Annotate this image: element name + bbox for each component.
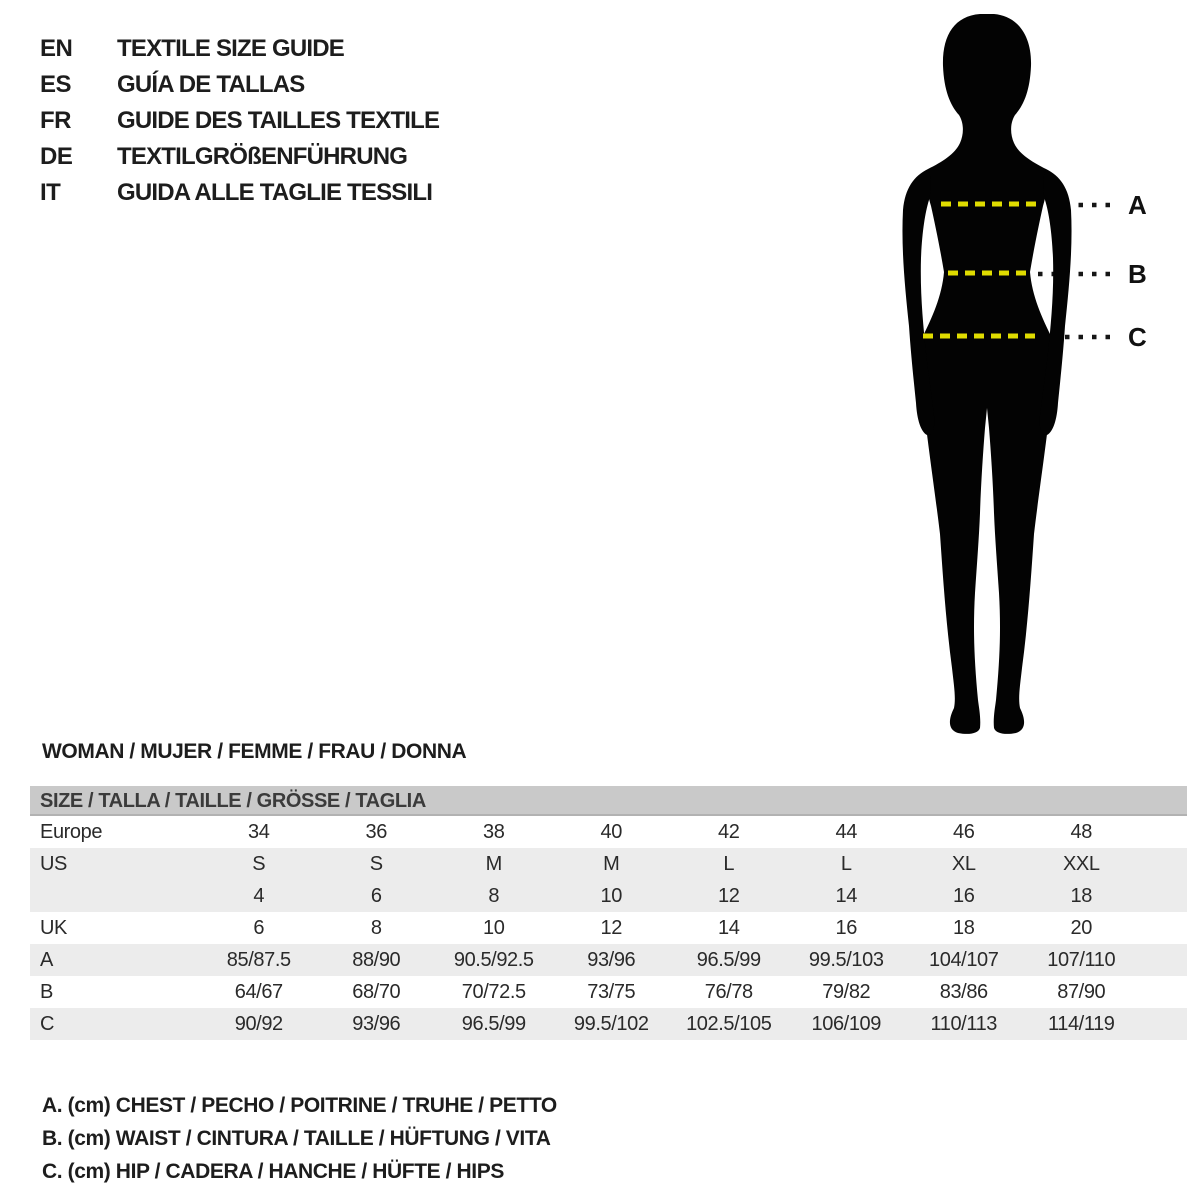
measurement-figure xyxy=(888,6,1190,740)
size-cell: M xyxy=(603,852,620,875)
size-cell: 107/110 xyxy=(1047,948,1116,971)
size-cell: 38 xyxy=(483,820,505,843)
size-cell: L xyxy=(723,852,735,875)
size-cell: 68/70 xyxy=(352,980,401,1003)
size-cell: 83/86 xyxy=(939,980,988,1003)
size-cell: 79/82 xyxy=(822,980,871,1003)
size-cell: 99.5/102 xyxy=(573,1012,649,1035)
language-row-de xyxy=(40,139,439,175)
legend-line-chest: A. (cm) CHEST / PECHO / POITRINE / TRUHE / PETTO xyxy=(42,1094,557,1117)
size-cell: 44 xyxy=(835,820,857,843)
size-cell: 93/96 xyxy=(352,1012,401,1035)
size-cell: 12 xyxy=(718,884,740,907)
size-cell: 36 xyxy=(365,820,387,843)
size-cell: 34 xyxy=(248,820,270,843)
size-cell: XXL xyxy=(1062,852,1100,875)
size-cell: 96.5/99 xyxy=(696,948,761,971)
size-cell: 110/113 xyxy=(930,1012,998,1035)
size-cell: 99.5/103 xyxy=(808,948,884,971)
size-cell: 10 xyxy=(483,916,505,939)
size-table-row-europe xyxy=(30,816,1187,848)
size-cell: 104/107 xyxy=(929,948,999,971)
size-table-row-c xyxy=(30,1008,1187,1040)
size-cell: 8 xyxy=(370,916,382,939)
language-row-fr xyxy=(40,103,439,139)
language-code: IT xyxy=(40,179,61,206)
size-cell: 93/96 xyxy=(587,948,636,971)
size-cell: 85/87.5 xyxy=(226,948,291,971)
size-cell: 4 xyxy=(253,884,265,907)
size-cell: 73/75 xyxy=(587,980,636,1003)
size-cell: 87/90 xyxy=(1057,980,1106,1003)
size-cell: S xyxy=(252,852,266,875)
size-cell: 42 xyxy=(718,820,740,843)
size-cell: 90.5/92.5 xyxy=(453,948,534,971)
size-table-row-uk xyxy=(30,912,1187,944)
size-cell: M xyxy=(485,852,502,875)
size-cell: 8 xyxy=(488,884,500,907)
marker-label-a: A xyxy=(1128,190,1147,220)
size-cell: 48 xyxy=(1070,820,1092,843)
row-label: Europe xyxy=(40,820,103,843)
legend-line-hip: C. (cm) HIP / CADERA / HANCHE / HÜFTE / HIPS xyxy=(42,1160,504,1183)
silhouette-right-arm xyxy=(1040,169,1072,435)
size-table-header: SIZE / TALLA / TAILLE / GRÖSSE / TAGLIA xyxy=(30,786,1187,816)
marker-label-c: C xyxy=(1128,322,1147,352)
size-cell: S xyxy=(369,852,383,875)
language-title: GUIDA ALLE TAGLIE TESSILI xyxy=(117,179,433,206)
size-cell: XL xyxy=(951,852,976,875)
size-table-row-us xyxy=(30,848,1187,880)
size-cell: L xyxy=(840,852,852,875)
size-cell: 16 xyxy=(953,884,975,907)
size-cell: 40 xyxy=(600,820,622,843)
size-cell: 18 xyxy=(953,916,975,939)
legend-line-waist: B. (cm) WAIST / CINTURA / TAILLE / HÜFTUNG / VITA xyxy=(42,1127,551,1150)
silhouette-left-arm xyxy=(902,169,934,435)
size-cell: 88/90 xyxy=(352,948,401,971)
size-cell: 12 xyxy=(600,916,622,939)
marker-label-b: B xyxy=(1128,259,1147,289)
size-table-rows xyxy=(30,816,1187,1040)
row-label: A xyxy=(40,948,53,971)
size-cell: 64/67 xyxy=(234,980,283,1003)
language-title: TEXTILGRÖßENFÜHRUNG xyxy=(117,143,408,170)
language-title: GUIDE DES TAILLES TEXTILE xyxy=(117,107,440,134)
row-label: C xyxy=(40,1012,55,1035)
language-row-es xyxy=(40,67,439,103)
size-cell: 6 xyxy=(370,884,382,907)
language-code: EN xyxy=(40,35,73,62)
size-cell: 76/78 xyxy=(704,980,753,1003)
size-cell: 70/72.5 xyxy=(461,980,526,1003)
size-cell: 14 xyxy=(718,916,740,939)
size-cell: 10 xyxy=(600,884,622,907)
language-code: ES xyxy=(40,71,72,98)
silhouette-body xyxy=(920,14,1054,734)
size-cell: 18 xyxy=(1070,884,1092,907)
size-cell: 6 xyxy=(253,916,265,939)
row-label: US xyxy=(40,852,67,875)
size-cell: 96.5/99 xyxy=(461,1012,526,1035)
size-cell: 90/92 xyxy=(234,1012,283,1035)
row-label: UK xyxy=(40,916,67,939)
size-cell: 20 xyxy=(1070,916,1092,939)
language-code: DE xyxy=(40,143,73,170)
size-cell: 106/109 xyxy=(811,1012,881,1035)
size-table-row-b xyxy=(30,976,1187,1008)
row-label: B xyxy=(40,980,53,1003)
size-table xyxy=(30,786,1187,1040)
language-title-list xyxy=(40,31,439,211)
size-cell: 114/119 xyxy=(1047,1012,1115,1035)
size-cell: 14 xyxy=(835,884,857,907)
language-row-it xyxy=(40,175,439,211)
language-code: FR xyxy=(40,107,71,134)
section-title-woman: WOMAN / MUJER / FEMME / FRAU / DONNA xyxy=(42,740,467,763)
size-table-row-a xyxy=(30,944,1187,976)
woman-silhouette-diagram xyxy=(888,6,1190,740)
size-cell: 16 xyxy=(835,916,857,939)
language-row-en xyxy=(40,31,439,67)
size-table-row xyxy=(30,880,1187,912)
language-title: GUÍA DE TALLAS xyxy=(117,71,305,98)
size-cell: 102.5/105 xyxy=(686,1012,772,1035)
language-title: TEXTILE SIZE GUIDE xyxy=(117,35,344,62)
measurement-legend xyxy=(42,1089,557,1188)
size-cell: 46 xyxy=(953,820,975,843)
